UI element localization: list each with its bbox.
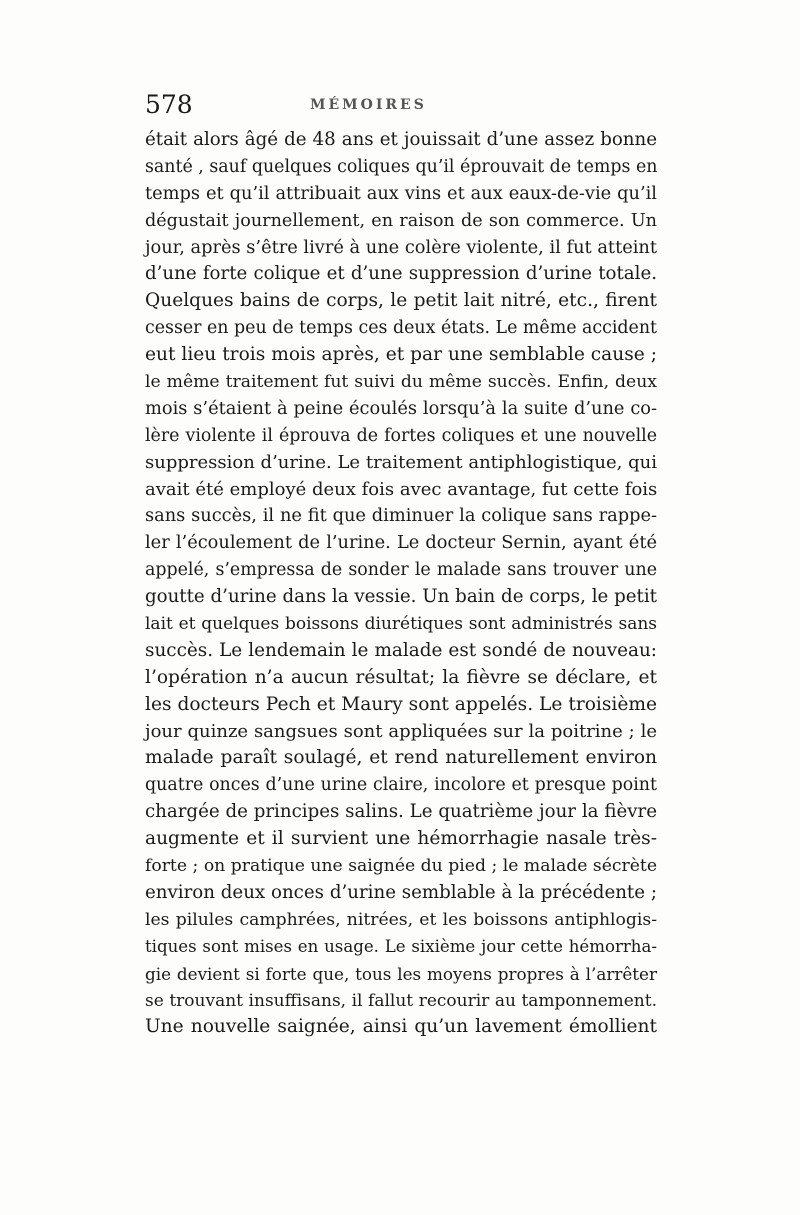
text-line: dégustait journellement, en raison de son commerce. Un xyxy=(145,210,657,231)
text-line: d’une forte colique et d’une suppression d’urine totale. xyxy=(145,263,657,285)
text-line: lait et quelques boissons diurétiques sont administrés sans xyxy=(145,614,657,635)
page-number: 578 xyxy=(145,90,193,119)
text-line: Une nouvelle saignée, ainsi qu’un lavement émollient xyxy=(145,1016,657,1038)
text-line: lère violente il éprouva de fortes coliques et une nouvelle xyxy=(145,425,657,446)
text-line: était alors âgé de 48 ans et jouissait d’une assez bonne xyxy=(145,129,657,150)
text-line: le même traitement fut suivi du même succès. Enfin, deux xyxy=(145,372,657,393)
text-line: chargée de principes salins. Le quatrième jour la fièvre xyxy=(145,801,657,823)
text-line: l’opération n’a aucun résultat; la fièvre se déclare, et xyxy=(145,666,657,688)
text-line: eut lieu trois mois après, et par une semblable cause ; xyxy=(145,344,657,366)
running-title: MÉMOIRES xyxy=(310,97,427,113)
text-line: jour, après s’être livré à une colère violente, il fut atteint xyxy=(145,236,658,258)
text-line: gie devient si forte que, tous les moyens propres à l’arrêter xyxy=(145,963,657,984)
text-line: succès. Le lendemain le malade est sondé de nouveau: xyxy=(145,639,657,661)
running-head xyxy=(145,90,665,120)
text-line: jour quinze sangsues sont appliquées sur la poitrine ; le xyxy=(145,720,657,742)
text-line: temps et qu’il attribuait aux vins et aux eaux-de-vie qu’il xyxy=(145,182,657,204)
text-line: suppression d’urine. Le traitement antiphlogistique, qui xyxy=(145,451,657,473)
text-line: malade paraît soulagé, et rend naturellement environ xyxy=(145,747,657,769)
text-line: se trouvant insuffisans, il fallut recourir au tamponnement. xyxy=(145,990,657,1011)
text-line: Quelques bains de corps, le petit lait nitré, etc., firent xyxy=(145,290,657,312)
text-line: forte ; on pratique une saignée du pied ; le malade sécrète xyxy=(145,856,657,877)
text-line: cesser en peu de temps ces deux états. Le même accident xyxy=(145,318,658,339)
text-line: environ deux onces d’urine semblable à la précédente ; xyxy=(145,881,657,903)
text-line: mois s’étaient à peine écoulés lorsqu’à la suite d’une co- xyxy=(145,397,657,419)
text-line: ler l’écoulement de l’urine. Le docteur Sernin, ayant été xyxy=(145,532,657,554)
text-line: appelé, s’empressa de sonder le malade sans trouver une xyxy=(145,560,657,581)
text-line: les pilules camphrées, nitrées, et les boissons antiphlogis- xyxy=(145,909,657,930)
text-line: les docteurs Pech et Maury sont appelés. Le troisième xyxy=(145,693,657,715)
text-line: sans succès, il ne fit que diminuer la colique sans rappe- xyxy=(145,505,657,527)
text-line: augmente et il survient une hémorrhagie nasale très- xyxy=(145,828,657,850)
text-line: santé , sauf quelques coliques qu’il éprouvait de temps en xyxy=(145,156,658,177)
text-line: tiques sont mises en usage. Le sixième jour cette hémorrha- xyxy=(145,936,657,956)
text-line: goutte d’urine dans la vessie. Un bain de corps, le petit xyxy=(145,586,657,608)
text-line: avait été employé deux fois avec avantage, fut cette fois xyxy=(145,478,658,500)
text-line: quatre onces d’une urine claire, incolore et presque point xyxy=(145,775,657,796)
body-text xyxy=(145,127,657,1041)
